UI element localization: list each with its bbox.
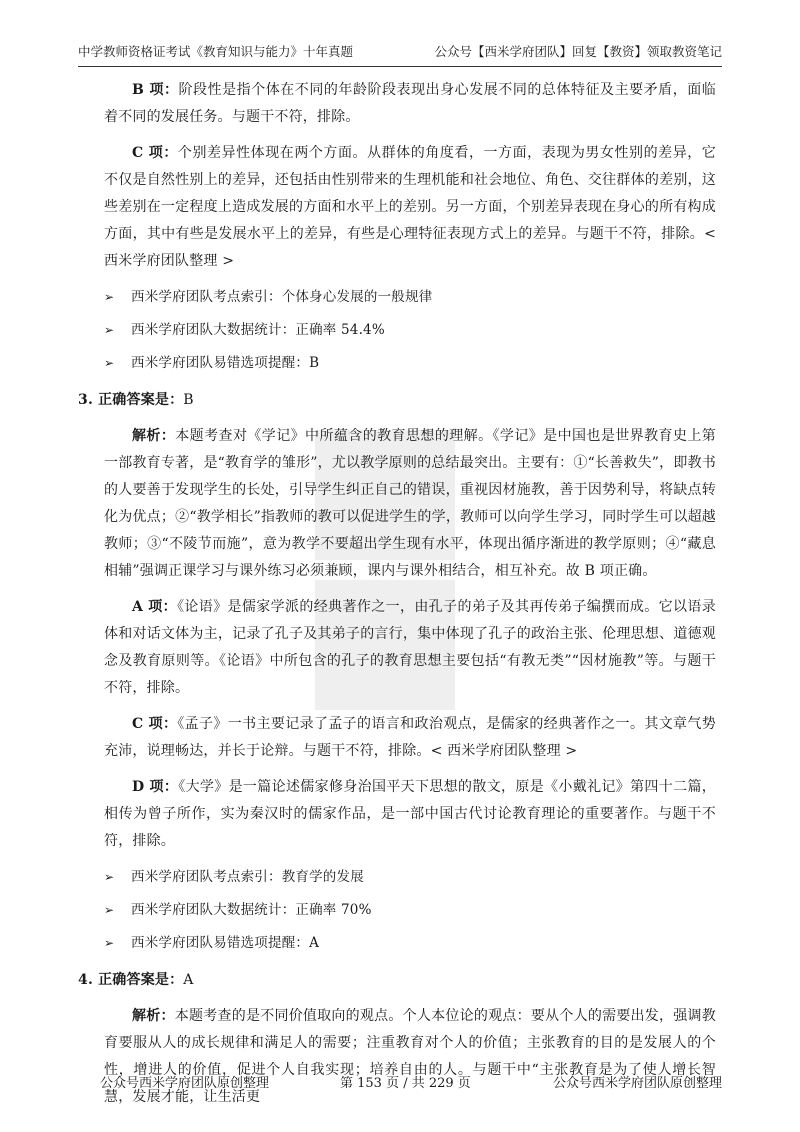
paragraph-label: 解析： [132, 428, 176, 444]
paragraph [104, 140, 716, 275]
paragraph-label: D 项： [132, 779, 179, 795]
bullet-item [104, 864, 716, 891]
question-answer-heading [78, 387, 716, 414]
bullet-text: 西米学府团队考点索引：教育学的发展 [131, 869, 364, 885]
paragraph-label: C 项： [132, 716, 178, 732]
answer-letter: B [183, 392, 194, 408]
arrow-bullet-icon [104, 317, 114, 344]
paragraph [104, 77, 716, 131]
page-number: 第 153 页 / 共 229 页 [340, 1076, 471, 1091]
bullet-item [104, 930, 716, 957]
bullet-text: 西米学府团队易错选项提醒：A [131, 935, 320, 951]
question-answer-heading [78, 967, 716, 994]
arrow-bullet-icon [104, 864, 114, 891]
paragraph-label: C 项： [132, 145, 178, 161]
question-number: 3. [78, 392, 94, 408]
page-footer [78, 1072, 722, 1096]
bullet-item [104, 897, 716, 924]
header-left-title: 中学教师资格证考试《教育知识与能力》十年真题 [78, 44, 354, 59]
paragraph-text: 个别差异性体现在两个方面。从群体的角度看，一方面，表现为男女性别的差异，它不仅是自然性别上的差异，还包括由性别带来的生理机能和社会地位、角色、交往群体的差别，这些差别在一定程度上造成发展的方面和水平上的差别。另一方面，个别差异表现在身心的所有构成方面，其中有些是发展水平上的差异，有些是心理特征表现方式上的差异。与题干不符，排除。< 西米学府团队整理 > [104, 145, 716, 269]
arrow-bullet-icon [104, 930, 114, 957]
bullet-item [104, 317, 716, 344]
answer-label: 正确答案是： [98, 972, 184, 988]
paragraph-text: 阶段性是指个体在不同的年龄阶段表现出身心发展不同的总体特征及主要矛盾，面临着不同的发展任务。与题干不符，排除。 [104, 82, 716, 125]
bullet-text: 西米学府团队大数据统计：正确率 54.4% [131, 322, 385, 338]
bullet-text: 西米学府团队大数据统计：正确率 70% [131, 902, 372, 918]
answer-label: 正确答案是： [98, 392, 184, 408]
paragraph-text: 本题考查的是不同价值取向的观点。个人本位论的观点：要从个人的需要出发，强调教育要服从人的成长规律和满足人的需要；注重教育对个人的价值；主张教育的目的是发展人的个性，增进人的价值，促进个人自我实现；培养自由的人。与题干中“主张教育是为了使人增长智慧，发展才能，让生活更 [104, 1008, 716, 1105]
header-right-note: 公众号【西米学府团队】回复【教资】领取教资笔记 [434, 44, 722, 59]
footer-right: 公众号西米学府团队原创整理 [552, 1076, 722, 1091]
bullet-text: 西米学府团队考点索引：个体身心发展的一般规律 [131, 289, 433, 305]
paragraph-text: 本题考查对《学记》中所蕴含的教育思想的理解。《学记》是中国也是世界教育史上第一部教育专著，是“教育学的雏形”，尤以教学原则的总结最突出。主要有：①“长善救失”，即教书的人要善于发现学生的长处，引导学生纠正自己的错误，重视因材施教，善于因势利导，将缺点转化为优点；②“教学相长”指教师的教可以促进学生的学，教师可以向学生学习，同时学生可以超越教师；③“不陵节而施”，意为教学不要超出学生现有水平，体现出循序渐进的教学原则；④“藏息相辅”强调正课学习与课外练习必须兼顾，课内与课外相结合，相互补充。故 B 项正确。 [104, 428, 716, 579]
paragraph [104, 711, 716, 765]
paragraph-label: A 项： [132, 599, 178, 615]
paragraph [104, 594, 716, 702]
paragraph-label: B 项： [132, 82, 179, 98]
arrow-bullet-icon [104, 897, 114, 924]
question-number: 4. [78, 972, 94, 988]
paragraph-text: 《大学》是一篇论述儒家修身治国平天下思想的散文，原是《小戴礼记》第四十二篇，相传为曾子所作，实为秦汉时的儒家作品，是一部中国古代讨论教育理论的重要著作。与题干不符，排除。 [104, 779, 716, 849]
arrow-bullet-icon [104, 350, 114, 377]
paragraph [104, 423, 716, 585]
page-header [78, 40, 722, 67]
document-body [78, 77, 716, 1120]
answer-letter: A [183, 972, 194, 988]
arrow-bullet-icon [104, 284, 114, 311]
footer-left: 公众号西米学府团队原创整理 [100, 1076, 270, 1091]
bullet-item [104, 284, 716, 311]
paragraph-text: 《论语》是儒家学派的经典著作之一，由孔子的弟子及其再传弟子编撰而成。它以语录体和对话文体为主，记录了孔子及其弟子的言行，集中体现了孔子的政治主张、伦理思想、道德观念及教育原则等。《论语》中所包含的孔子的教育思想主要包括“有教无类”“因材施教”等。与题干不符，排除。 [104, 599, 716, 696]
bullet-item [104, 350, 716, 377]
paragraph-label: 解析： [132, 1008, 175, 1024]
paragraph-text: 《孟子》一书主要记录了孟子的语言和政治观点，是儒家的经典著作之一。其文章气势充沛，说理畅达，并长于论辩。与题干不符，排除。< 西米学府团队整理 > [104, 716, 716, 759]
bullet-text: 西米学府团队易错选项提醒：B [131, 355, 320, 371]
paragraph [104, 774, 716, 855]
